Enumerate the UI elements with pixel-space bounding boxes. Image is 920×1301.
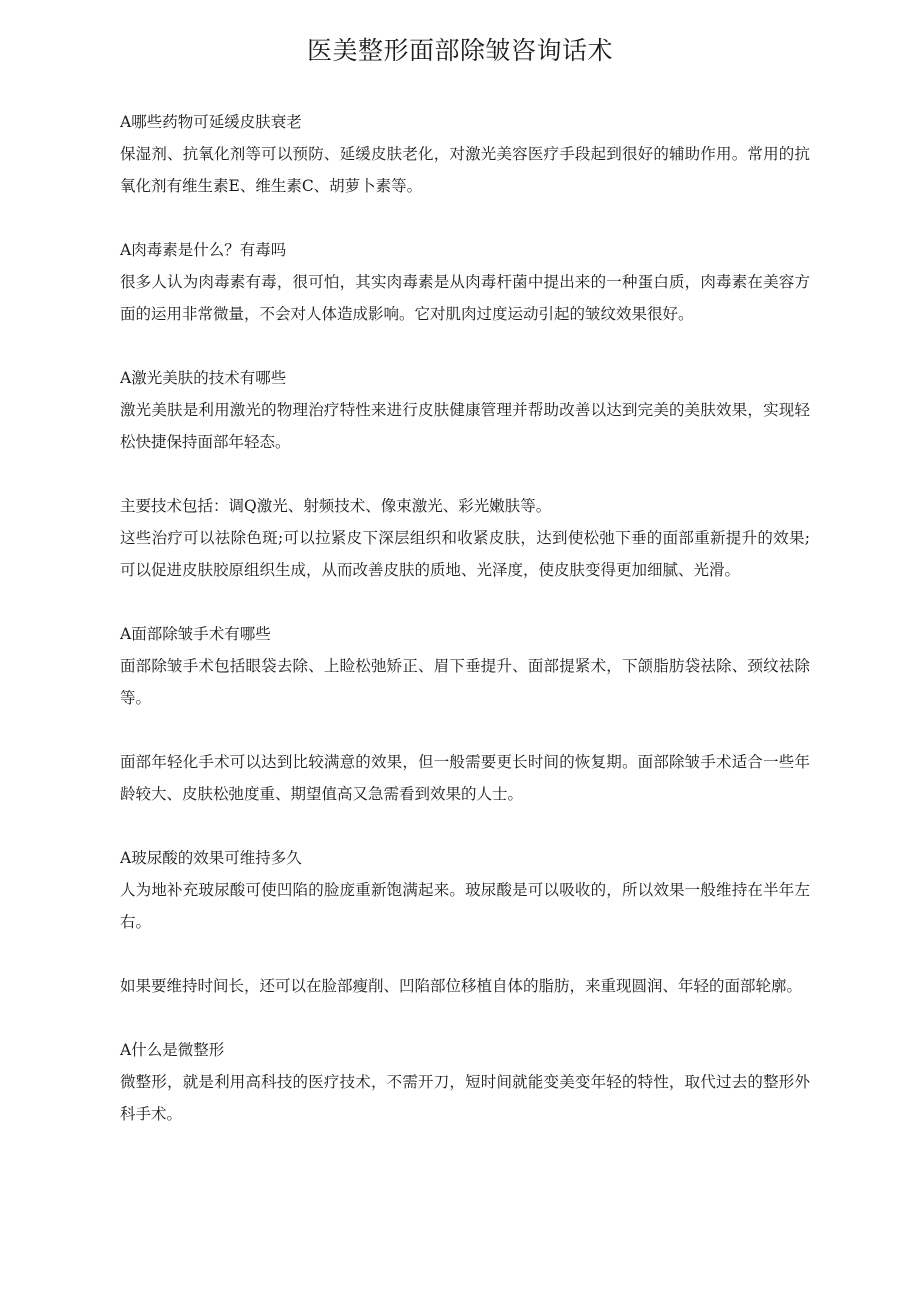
section-laser-techniques [120, 490, 810, 586]
section-paragraph: 主要技术包括：调Q激光、射频技术、像束激光、彩光嫩肤等。 [120, 497, 552, 515]
document-body [120, 106, 810, 1162]
section-heading: A肉毒素是什么？有毒吗 [120, 241, 287, 259]
section-heading: A激光美肤的技术有哪些 [120, 369, 287, 387]
section-paragraph: 面部年轻化手术可以达到比较满意的效果，但一般需要更长时间的恢复期。面部除皱手术适合一些年龄较大、皮肤松弛度重、期望值高又急需看到效果的人士。 [120, 753, 810, 803]
section-paragraph: 很多人认为肉毒素有毒，很可怕，其实肉毒素是从肉毒杆菌中提出来的一种蛋白质，肉毒素在美容方面的运用非常微量，不会对人体造成影响。它对肌肉过度运动引起的皱纹效果很好。 [120, 273, 810, 323]
section-paragraph: 保湿剂、抗氧化剂等可以预防、延缓皮肤老化，对激光美容医疗手段起到很好的辅助作用。常用的抗氧化剂有维生素E、维生素C、胡萝卜素等。 [120, 145, 810, 195]
section-heading: A面部除皱手术有哪些 [120, 625, 271, 643]
section-paragraph: 激光美肤是利用激光的物理治疗特性来进行皮肤健康管理并帮助改善以达到完美的美肤效果，实现轻松快捷保持面部年轻态。 [120, 401, 810, 451]
section-facelift-surgery [120, 618, 810, 714]
document-title: 医美整形面部除皱咨询话术 [306, 36, 613, 65]
section-heading: A什么是微整形 [120, 1041, 225, 1059]
section-paragraph: 这些治疗可以祛除色斑;可以拉紧皮下深层组织和收紧皮肤，达到使松弛下垂的面部重新提升的效果;可以促进皮肤胶原组织生成，从而改善皮肤的质地、光泽度，使皮肤变得更加细腻、光滑。 [120, 529, 810, 579]
section-laser-skin [120, 362, 810, 458]
section-paragraph: 如果要维持时间长，还可以在脸部瘦削、凹陷部位移植自体的脂肪，来重现圆润、年轻的面部轮廓。 [120, 977, 803, 995]
section-heading: A哪些药物可延缓皮肤衰老 [120, 113, 302, 131]
section-paragraph: 微整形，就是利用高科技的医疗技术，不需开刀，短时间就能变美变年轻的特性，取代过去的整形外科手术。 [120, 1073, 810, 1123]
section-heading: A玻尿酸的效果可维持多久 [120, 849, 302, 867]
section-facial-rejuvenation [120, 746, 810, 810]
section-antiaging-drugs [120, 106, 810, 202]
section-micro-plastic [120, 1034, 810, 1130]
section-paragraph: 面部除皱手术包括眼袋去除、上睑松弛矫正、眉下垂提升、面部提紧术，下颌脂肪袋祛除、颈纹祛除等。 [120, 657, 810, 707]
section-paragraph: 人为地补充玻尿酸可使凹陷的脸庞重新饱满起来。玻尿酸是可以吸收的，所以效果一般维持在半年左右。 [120, 881, 810, 931]
section-fat-grafting [120, 970, 810, 1002]
section-hyaluronic-acid [120, 842, 810, 938]
section-botox [120, 234, 810, 330]
